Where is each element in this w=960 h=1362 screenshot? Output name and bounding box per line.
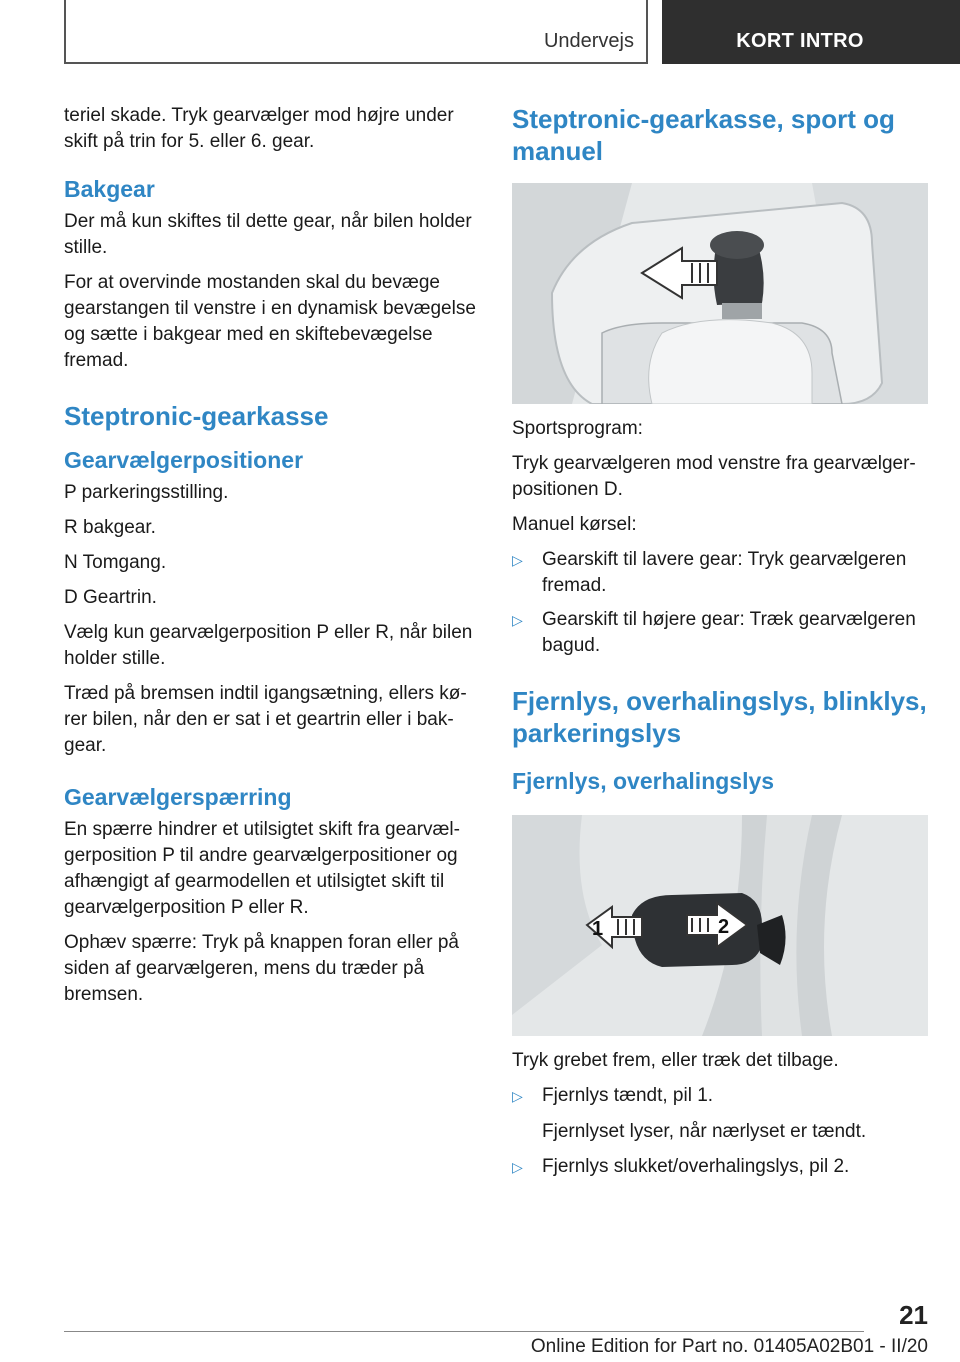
highbeam-list-2 [512,1154,932,1180]
sport-heading: Steptronic-gearkasse, sport og manuel [512,104,895,166]
footer-edition-link[interactable]: Online Edition for Part no. 01405A02B01 - II/20 [530,1336,928,1357]
header-chapter-label: KORT INTRO [736,30,864,52]
sport-label: Sportsprogram: [512,418,643,439]
steptronic-heading: Steptronic-gearkasse [64,401,329,431]
header-section-title: Undervejs [543,30,634,52]
bakgear-paragraph-1: Der må kun skiftes til dette gear, når bilen holder stille. [64,211,472,258]
page-number: 21 [899,1300,928,1330]
position-p: P parkeringsstilling. [64,482,229,503]
highbeam-intro: Tryk grebet frem, eller træk det tilbage. [512,1050,839,1071]
lock-heading: Gearvælgerspærring [64,784,292,810]
highbeam-heading: Fjernlys, overhalingslys [512,768,775,794]
header-chapter-tab[interactable] [662,0,960,64]
footer-divider [64,1331,864,1332]
position-n: N Tomgang. [64,552,167,573]
lock-paragraph-1: En spærre hindrer et utilsigtet skift fra gearvælgerposition P til andre gearvælgerpositioner og afhængigt af gearmodellen et utilsigtet skift til gearvælgerposition P eller R. [64,819,460,918]
right-column [512,103,932,1190]
intro-paragraph: teriel skade. Tryk gearvælger mod højre under skift på trin for 5. eller 6. gear. [64,105,454,152]
arrow-1-label: 1 [592,918,604,940]
bakgear-heading: Bakgear [64,176,155,202]
highbeam-list [512,1083,932,1109]
manual-list [512,547,932,659]
position-note-1: Vælg kun gearvælgerposition P eller R, når bilen holder stille. [64,622,473,669]
position-note-2: Træd på bremsen indtil igangsætning, ellers kører bilen, når den er sat i et geartrin eller i bakgear. [64,683,467,756]
list-item: ▷ Gearskift til lavere gear: Tryk gearvælgeren fremad. [512,549,907,596]
positions-heading: Gearvælgerpositioner [64,447,304,473]
list-item: ▷ Gearskift til højere gear: Træk gearvælgeren bagud. [512,609,916,656]
position-r: R bakgear. [64,517,156,538]
manual-label: Manuel kørsel: [512,514,637,535]
left-column [64,103,480,1017]
triangle-bullet-icon: ▷ [512,1088,523,1104]
gear-shifter-image [512,183,928,404]
position-d: D Geartrin. [64,587,157,608]
triangle-bullet-icon: ▷ [512,1159,523,1175]
lights-heading: Fjernlys, overhalingslys, blinklys, parkeringslys [512,686,927,748]
bakgear-paragraph-2: For at overvinde mostanden skal du bevæge gearstangen til venstre i en dynamisk bevægelse og sætte i bakgear med en skiftebevægelse fremad. [64,272,476,371]
triangle-bullet-icon: ▷ [512,552,523,568]
header-frame [64,0,648,64]
list-item: ▷ Fjernlys slukket/overhalingslys, pil 2. [512,1154,932,1180]
lock-paragraph-2: Ophæv spærre: Tryk på knappen foran eller på siden af gearvælgeren, mens du træder på bremsen. [64,932,459,1005]
highbeam-item-1-detail: Fjernlyset lyser, når nærlyset er tændt. [542,1121,867,1142]
light-lever-image [512,815,928,1036]
arrow-2-label: 2 [718,916,730,938]
list-item: ▷ Fjernlys tændt, pil 1. [512,1083,932,1109]
triangle-bullet-icon: ▷ [512,612,523,628]
sport-text: Tryk gearvælgeren mod venstre fra gearvælgerpositionen D. [512,453,916,500]
